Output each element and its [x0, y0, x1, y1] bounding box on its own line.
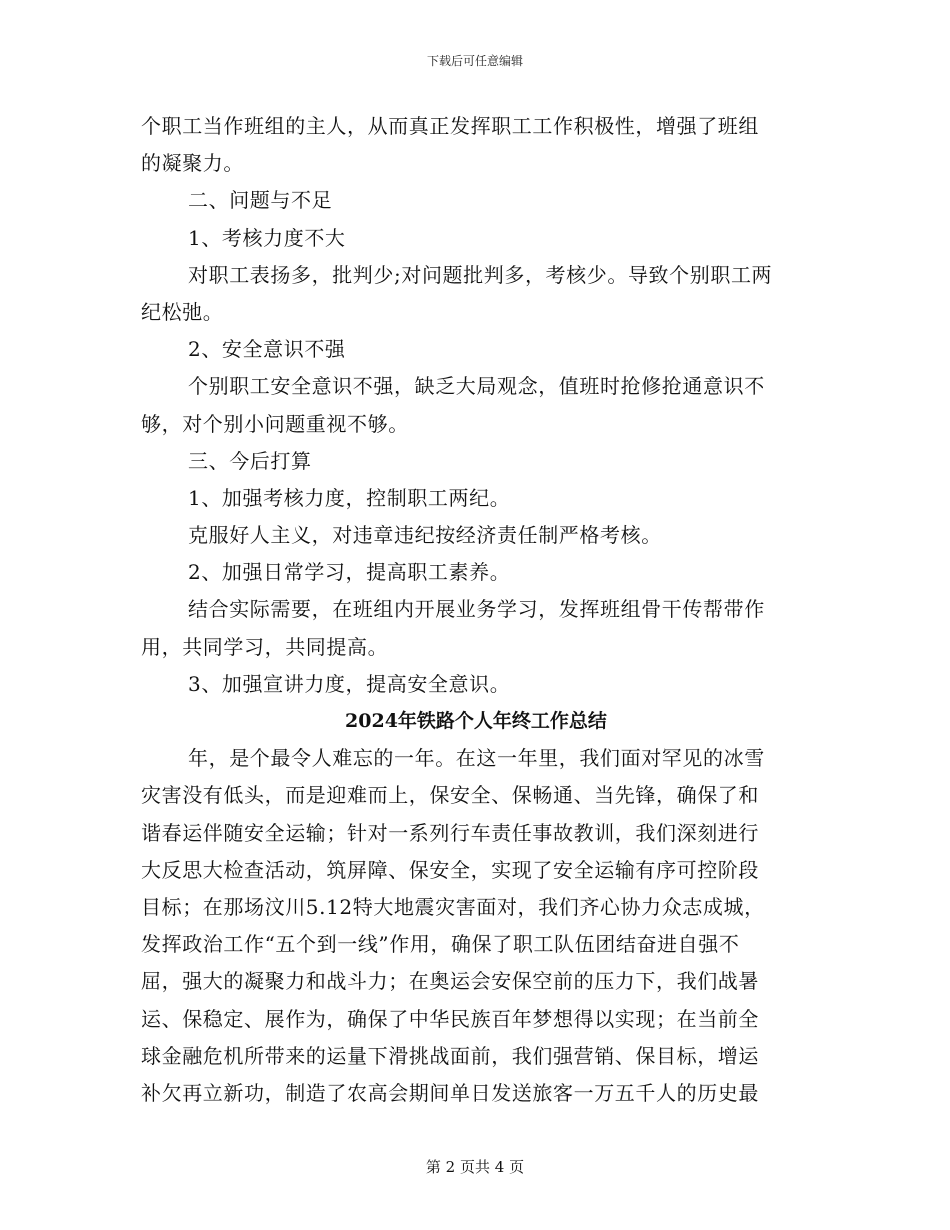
- body-line: 纪松弛。: [141, 299, 224, 324]
- body-line: 的凝聚力。: [141, 151, 244, 176]
- section-heading: 三、今后打算: [188, 448, 312, 473]
- body-line: 结合实际需要，在班组内开展业务学习，发挥班组骨干传帮带作: [188, 597, 765, 622]
- body-line: 够，对个别小问题重视不够。: [141, 411, 409, 436]
- subsection-heading: 2、安全意识不强: [188, 337, 346, 362]
- page-footer: 第 2 页共 4 页: [425, 1158, 525, 1176]
- body-line: 补欠再立新功，制造了农高会期间单日发送旅客一万五千人的历史最: [141, 1080, 759, 1105]
- body-line: 发挥政治工作“五个到一线”作用，确保了职工队伍团结奋进自强不: [141, 932, 740, 957]
- body-line: 对职工表扬多，批判少;对问题批判多，考核少。导致个别职工两: [188, 262, 773, 287]
- body-line: 用，共同学习，共同提高。: [141, 634, 389, 659]
- document-body: [141, 108, 811, 1112]
- body-line: 运、保稳定、展作为，确保了中华民族百年梦想得以实现；在当前全: [141, 1006, 759, 1031]
- section-heading: 二、问题与不足: [188, 188, 333, 213]
- body-line: 年，是个最令人难忘的一年。在这一年里，我们面对罕见的冰雪: [188, 746, 765, 771]
- body-line: 个职工当作班组的主人，从而真正发挥职工工作积极性，增强了班组: [141, 114, 759, 138]
- subsection-heading: 3、加强宣讲力度，提高安全意识。: [188, 671, 511, 696]
- subsection-heading: 1、考核力度不大: [188, 225, 346, 250]
- subsection-heading: 1、加强考核力度，控制职工两纪。: [188, 485, 511, 510]
- document-title: 2024年铁路个人年终工作总结: [345, 710, 607, 732]
- body-line: 个别职工安全意识不强，缺乏大局观念，值班时抢修抢通意识不: [188, 374, 765, 399]
- body-line: 灾害没有低头，而是迎难而上，保安全、保畅通、当先锋，确保了和: [141, 783, 759, 808]
- body-line: 目标；在那场汶川5.12特大地震灾害面对，我们齐心协力众志成城，: [141, 894, 765, 919]
- subsection-heading: 2、加强日常学习，提高职工素养。: [188, 560, 511, 585]
- body-line: 球金融危机所带来的运量下滑挑战面前，我们强营销、保目标，增运: [141, 1043, 759, 1068]
- body-line: 大反思大检查活动，筑屏障、保安全，实现了安全运输有序可控阶段: [141, 857, 759, 882]
- body-line: 谐春运伴随安全运输；针对一系列行车责任事故教训，我们深刻进行: [141, 820, 759, 845]
- body-line: 克服好人主义，对违章违纪按经济责任制严格考核。: [188, 523, 662, 548]
- body-line: 屈，强大的凝聚力和战斗力；在奥运会安保空前的压力下，我们战暑: [141, 969, 759, 994]
- page-header: 下载后可任意编辑: [426, 54, 523, 68]
